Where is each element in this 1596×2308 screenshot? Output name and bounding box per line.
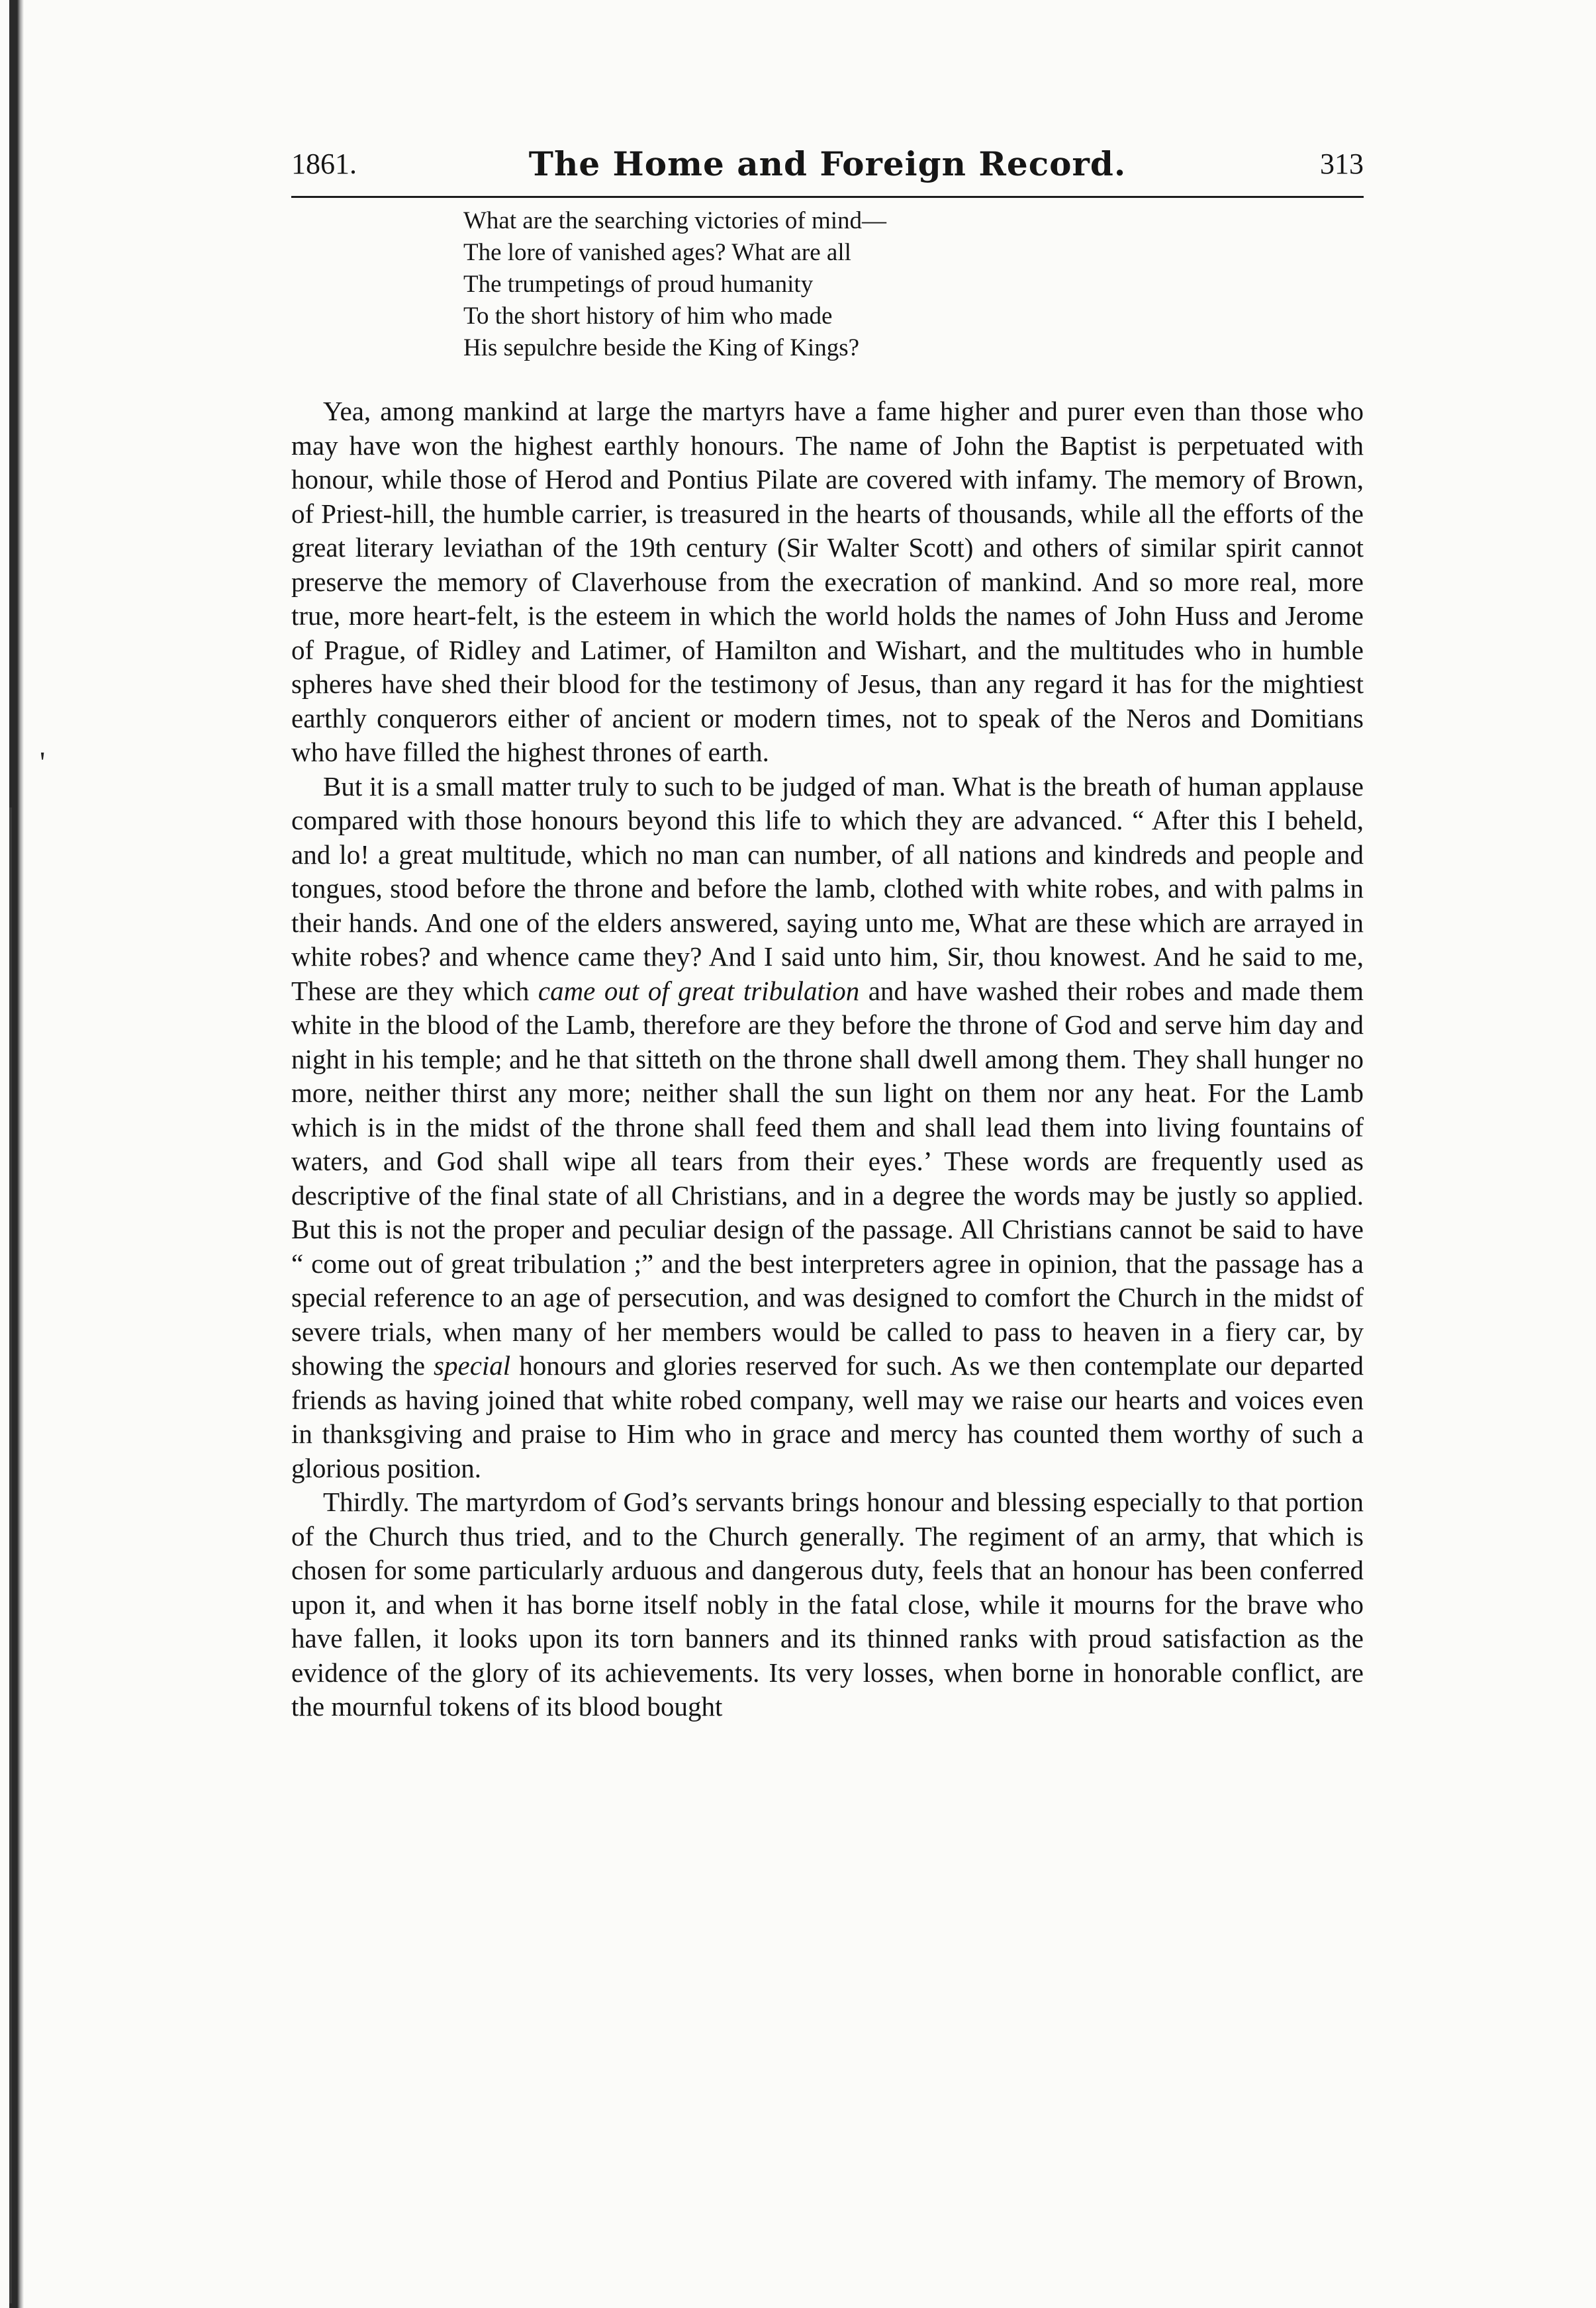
paragraph-text: But it is a small matter truly to such to be judged of man. What is the breath of human applause compared with those honours beyond this life to which they are advanced. “ After this I beheld, and lo! a great multitude, which no man can number, of all nations and kindreds and people and tongues, stood before the throne and before the lamb, clothed with white robes, and with palms in their hands. And one of the elders answered, saying unto me, What are these which are arrayed in white robes? and whence came they? And I said unto him, Sir, thou knowest. And he said to me, These are they which: [291, 770, 1364, 1006]
poem-line: His sepulchre beside the King of Kings?: [463, 334, 860, 361]
margin-mark: ': [40, 745, 46, 779]
paragraph-text: and have washed their robes and made them white in the blood of the Lamb, therefore are they before the throne of God and serve him day and night in his temple; and he that sitteth on the throne shall dwell among them. They shall hunger no more, neither thirst any more; neither shall the sun light on them nor any heat. For the Lamb which is in the midst of the throne shall feed them and shall lead them into living fountains of waters, and God shall wipe all tears from their eyes.’ These words are frequently used as descriptive of the final state of all Christians, and in a degree the words may be justly so applied. But this is not the proper and peculiar design of the passage. All Christians cannot be said to have “ come out of great tribulation ;” and the best interpreters agree in opinion, that the passage has a special reference to an age of persecution, and was designed to comfort the Church in the midst of severe trials, when many of her members would be called to pass to heaven in a fiery car, by showing the: [291, 975, 1364, 1381]
poem-quote: [463, 205, 1258, 364]
italic-word: special: [434, 1350, 511, 1381]
poem-line: To the short history of him who made: [463, 302, 833, 330]
poem-line: The lore of vanished ages? What are all: [463, 239, 851, 266]
paragraph-heavenly-honours: [291, 770, 1364, 1486]
header-rule: [291, 196, 1364, 198]
page-binding-shadow: [9, 808, 12, 2303]
paragraph-martyrs-fame: Yea, among mankind at large the martyrs have a fame higher and purer even than those who may have won the highest earthly honours. The name of John the Baptist is perpetuated with honour, while those of Herod and Pontius Pilate are covered with infamy. The memory of Brown, of Priest-hill, the humble carrier, is treasured in the hearts of thousands, while all the efforts of the great literary leviathan of the 19th century (Sir Walter Scott) and others of similar spirit cannot preserve the memory of Claverhouse from the execration of mankind. And so more real, more true, more heart-felt, is the esteem in which the world holds the names of John Huss and Jerome of Prague, of Ridley and Latimer, of Hamilton and Wishart, and the multitudes who in humble spheres have shed their blood for the testimony of Jesus, than any regard it has for the mightiest earthly conquerors either of ancient or modern times, not to speak of the Neros and Domitians who have filled the highest thrones of earth.: [291, 396, 1364, 767]
paragraph-text: honours and glories reserved for such. As we then contemplate our departed friends as having joined that white robed company, well may we raise our hearts and voices even in thanksgiving and praise to Him who in grace and mercy has counted them worthy of such a glorious position.: [291, 1350, 1364, 1483]
article-body: [291, 394, 1364, 1724]
header-title: The Home and Foreign Record.: [528, 144, 1127, 183]
poem-line: What are the searching victories of mind—: [463, 207, 887, 234]
running-head: [291, 144, 1364, 204]
header-page-number: 313: [1320, 148, 1364, 180]
paragraph-thirdly: Thirdly. The martyrdom of God’s servants brings honour and blessing especially to that portion of the Church thus tried, and to the Church generally. The regiment of an army, that which is chosen for some particularly arduous and dangerous duty, feels that an honour has been conferred upon it, and when it has borne itself nobly in the fatal close, while it mourns for the brave who have fallen, it looks upon its torn banners and its thinned ranks with proud satisfaction as the evidence of the glory of its achievements. Its very losses, when borne in honorable conflict, are the mournful tokens of its blood bought: [291, 1487, 1364, 1722]
italic-phrase: came out of great tribulation: [538, 975, 860, 1006]
header-year: 1861.: [291, 148, 357, 180]
poem-line: The trumpetings of proud humanity: [463, 271, 814, 298]
